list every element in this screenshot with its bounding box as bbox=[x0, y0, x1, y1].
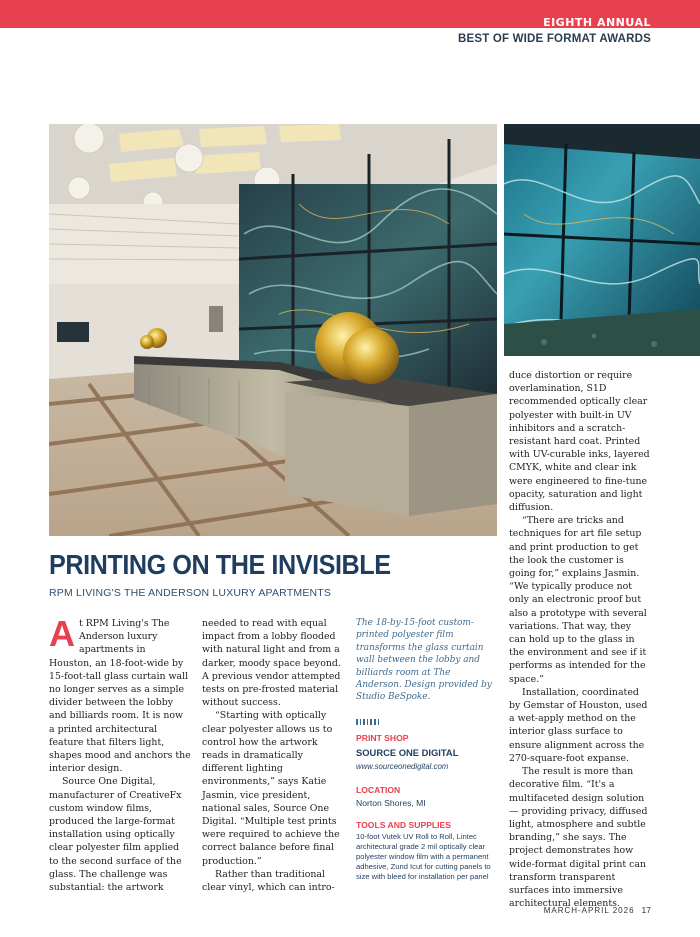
company-name: SOURCE ONE DIGITAL bbox=[356, 746, 459, 758]
article-subhead: RPM LIVING'S THE ANDERSON LUXURY APARTMENTS bbox=[49, 587, 332, 599]
photo-caption: The 18-by-15-foot custom-printed polyester film transforms the glass curtain wall between the lobby and billiards room at The Anderson. Design provided by Studio BeSpoke. bbox=[356, 618, 492, 703]
paragraph: “There are tricks and techniques for art file setup and print production to get the look the customer is going for,” explains Jasmin. “We typically produce not only an electronic proof but also a prototype with several variations. That way, they can hold up to the glass in the environment and see if it performs as intended for the space.” bbox=[509, 515, 647, 685]
glass-detail-photo bbox=[504, 124, 700, 356]
tools-label: TOOLS AND SUPPLIES bbox=[356, 820, 452, 831]
paragraph: needed to read with equal impact from a lobby flooded with natural light and from a darker, moody space beyond. A previous vendor attempted tests on pre-frosted material without success. bbox=[202, 618, 341, 709]
lobby-photo bbox=[49, 124, 497, 536]
header-kicker: EIGHTH ANNUAL bbox=[543, 16, 651, 29]
divider-ticks bbox=[356, 719, 498, 725]
article-column-1 bbox=[49, 613, 191, 894]
article-headline: PRINTING ON THE INVISIBLE bbox=[49, 549, 391, 580]
paragraph: The result is more than decorative film. “It's a multifaceted design solution — providing privacy, diffused light, atmosphere and subtle branding,” she says. The project demonstrates how wide-format digital print can transform transparent surfaces into immersive architectural elements. bbox=[509, 766, 648, 910]
page-folio bbox=[544, 905, 651, 915]
tools-value: 10-foot Vutek UV Roll to Roll, Lintec architectural grade 2 mil optically clear polyester window film with a permanent adhesive, Zund Icut for cutting panels to size with bleed for installation per panel bbox=[356, 832, 491, 882]
paragraph: duce distortion or require overlamination, S1D recommended optically clear polyester with built-in UV inhibitors and a scratch-resistant hard coat. Printed with UV-curable inks, layered CMYK, white and clear ink were engineered to fine-tune opacity, saturation and light diffusion. bbox=[509, 370, 650, 514]
location-label: LOCATION bbox=[356, 784, 401, 795]
project-sidebar bbox=[356, 617, 498, 882]
article-column-4 bbox=[509, 369, 650, 910]
company-url[interactable]: www.sourceonedigital.com bbox=[356, 761, 449, 771]
article-column-2 bbox=[202, 617, 344, 894]
paragraph: Installation, coordinated by Gemstar of Houston, used a wet-apply method on the interior glass surface to ensure alignment across the 270-square-foot expanse. bbox=[509, 686, 648, 764]
page-number: 17 bbox=[641, 905, 651, 915]
drop-cap: A bbox=[49, 613, 75, 654]
paragraph: t RPM Living's The Anderson luxury apartments in Houston, an 18-foot-wide by 15-foot-tall glass curtain wall no longer serves as a simple divider between the lobby and billiards room. It is now a printed architectural feature that filters light, shapes mood and anchors the interior design. bbox=[49, 618, 191, 775]
section-title: BEST OF WIDE FORMAT AWARDS bbox=[457, 33, 651, 45]
issue-date: MARCH-APRIL 2026 bbox=[543, 906, 635, 915]
paragraph: Source One Digital, manufacturer of CreativeFx custom window films, produced the large-format installation using optically clear polyester film applied to the second surface of the glass. The challenge was substantial: the artwork bbox=[49, 776, 182, 894]
paragraph: Rather than traditional clear vinyl, which can intro- bbox=[202, 868, 335, 894]
print-shop-label: PRINT SHOP bbox=[356, 732, 409, 743]
paragraph: “Starting with optically clear polyester allows us to control how the artwork reads in dramatically different lighting environments,” says Katie Jasmin, vice president, national sales, Source One Digital. “Multiple test prints were required to achieve the correct balance before final production.” bbox=[202, 710, 340, 867]
location-value: Norton Shores, MI bbox=[356, 797, 426, 808]
